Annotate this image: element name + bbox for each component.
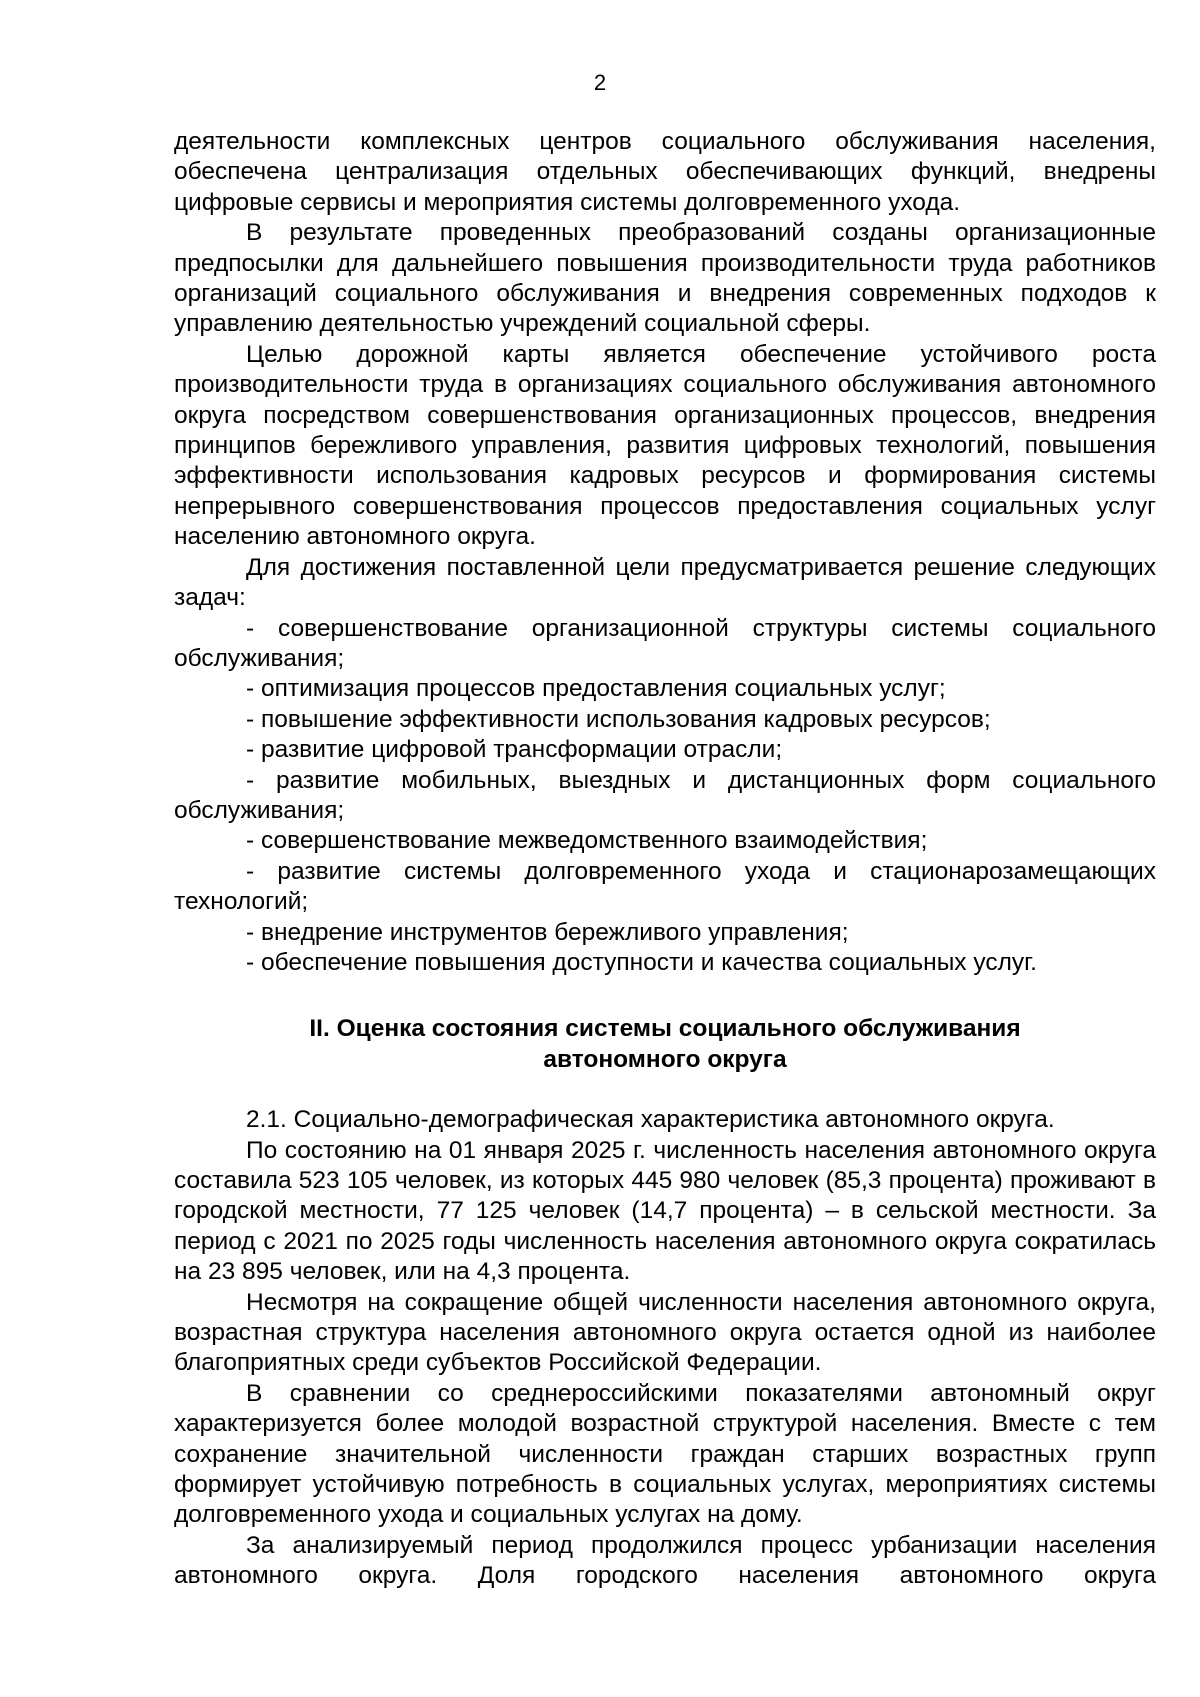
list-item: - обеспечение повышения доступности и качества социальных услуг. xyxy=(246,948,1037,976)
section-heading-line: II. Оценка состояния системы социального обслуживания xyxy=(309,1015,1021,1043)
paragraph: В результате проведенных преобразований созданы организационные предпосылки для дальнейшего повышения производительности труда работников организаций социального обслуживания и внедрения современных подходов к управлению деятельностью учреждений социальной сферы. xyxy=(174,219,1156,338)
section-heading-line: автономного округа xyxy=(543,1045,787,1073)
list-item: - развитие цифровой трансформации отрасли; xyxy=(246,736,783,764)
list-item: - повышение эффективности использования кадровых ресурсов; xyxy=(246,705,991,733)
paragraph: За анализируемый период продолжился процесс урбанизации населения автономного округа. Доля городского населения автономного округа xyxy=(174,1531,1156,1590)
document-body xyxy=(174,127,1156,1592)
list-item: - развитие системы долговременного ухода и стационарозамещающих технологий; xyxy=(174,857,1156,916)
list-item: - развитие мобильных, выездных и дистанционных форм социального обслуживания; xyxy=(174,766,1156,824)
section-heading xyxy=(174,1014,1156,1075)
paragraph: В сравнении со среднероссийскими показателями автономный округ характеризуется более молодой возрастной структурой населения. Вместе с тем сохранение значительной численности граждан старших возрастных групп формирует устойчивую потребность в социальных услугах, мероприятиях системы долговременного ухода и социальных услугах на дому. xyxy=(174,1379,1156,1529)
subsection-title: 2.1. Социально-демографическая характеристика автономного округа. xyxy=(246,1106,1055,1134)
list-item: - оптимизация процессов предоставления социальных услуг; xyxy=(246,675,946,703)
paragraph: Несмотря на сокращение общей численности населения автономного округа, возрастная структура населения автономного округа остается одной из наиболее благоприятных среди субъектов Российской Федерации. xyxy=(174,1288,1156,1377)
paragraph: Для достижения поставленной цели предусматривается решение следующих задач: xyxy=(174,553,1156,612)
paragraph: Целью дорожной карты является обеспечение устойчивого роста производительности труда в организациях социального обслуживания автономного округа посредством совершенствования организационных процессов, внедрения принципов бережливого управления, развития цифровых технологий, повышения эффективности использования кадровых ресурсов и формирования системы непрерывного совершенствования процессов предоставления социальных услуг населению автономного округа. xyxy=(174,340,1156,551)
paragraph: По состоянию на 01 января 2025 г. численность населения автономного округа составила 523 105 человек, из которых 445 980 человек (85,3 процента) проживают в городской местности, 77 125 человек (14,7 процента) – в сельской местности. За период с 2021 по 2025 годы численность населения автономного округа сократилась на 23 895 человек, или на 4,3 процента. xyxy=(174,1136,1156,1286)
list-item: - внедрение инструментов бережливого управления; xyxy=(246,918,849,946)
paragraph: деятельности комплексных центров социального обслуживания населения, обеспечена централизация отдельных обеспечивающих функций, внедрены цифровые сервисы и мероприятия системы долговременного ухода. xyxy=(174,128,1156,216)
list-item: - совершенствование организационной структуры системы социального обслуживания; xyxy=(174,614,1156,672)
page-number: 2 xyxy=(593,70,607,95)
task-list xyxy=(174,614,1156,979)
list-item: - совершенствование межведомственного взаимодействия; xyxy=(246,827,928,855)
